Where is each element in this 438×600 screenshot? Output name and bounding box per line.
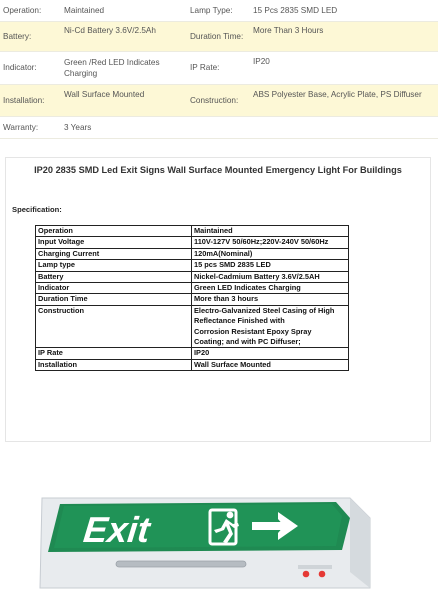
summary-row [0,21,438,51]
spec-key: IP Rate [36,348,192,359]
spec-row [36,271,349,282]
product-title: IP20 2835 SMD Led Exit Signs Wall Surface Mounted Emergency Light For Buildings [34,165,402,175]
summary-label: Operation: [3,5,42,15]
spec-value: 110V-127V 50/60Hz;220V-240V 50/60Hz [192,237,349,248]
test-button [303,571,310,578]
spec-value: Green LED Indicates Charging [192,283,349,294]
summary-value: More Than 3 Hours [253,25,324,35]
summary-value: Maintained [64,5,105,15]
summary-value: Green /Red LED Indicates Charging [64,57,160,78]
summary-label: Construction: [190,95,239,105]
spec-value: IP20 [192,348,349,359]
indicator-button [319,571,326,578]
spec-key: Installation [36,359,192,370]
spec-row [36,305,349,348]
summary-table [0,0,438,139]
spec-key: Lamp type [36,260,192,271]
led-strip [116,561,246,567]
summary-row [0,0,438,21]
summary-row [0,116,438,138]
spec-value: Maintained [192,226,349,237]
exit-text: Exit [81,509,152,550]
spec-value: Nickel-Cadmium Battery 3.6V/2.5AH [192,271,349,282]
button-label-strip [298,565,332,569]
summary-label [187,116,250,138]
spec-value: Wall Surface Mounted [192,359,349,370]
summary-value: ABS Polyester Base, Acrylic Plate, PS Diffuser [253,89,422,99]
summary-label: Indicator: [3,63,37,72]
summary-row [0,84,438,116]
spec-value: 15 pcs SMD 2835 LED [192,260,349,271]
summary-label: Battery: [3,31,32,41]
summary-label: Duration Time: [190,31,244,41]
exit-sign-image [20,488,420,600]
specification-heading: Specification: [12,205,62,214]
specification-table [35,225,349,371]
summary-value [250,116,438,138]
spec-key: Input Voltage [36,237,192,248]
spec-row [36,237,349,248]
spec-row [36,294,349,305]
summary-value: 15 Pcs 2835 SMD LED [253,5,338,15]
spec-row [36,260,349,271]
summary-value: Ni-Cd Battery 3.6V/2.5Ah [64,25,156,35]
spec-row [36,348,349,359]
summary-label: Installation: [3,95,45,105]
summary-value: Wall Surface Mounted [64,89,145,99]
spec-value: Electro-Galvanized Steel Casing of High Reflectance Finished with Corrosion Resistant Epoxy Spray Coating; and with PC Diffuser; [192,305,349,348]
spec-key: Operation [36,226,192,237]
description-panel [5,157,431,442]
summary-label: IP Rate: [190,63,220,72]
summary-value: 3 Years [64,122,92,132]
summary-label: Lamp Type: [190,5,233,15]
spec-row [36,226,349,237]
summary-label: Warranty: [3,122,39,132]
summary-value: IP20 [253,56,270,66]
spec-key: Construction [36,305,192,348]
spec-key: Duration Time [36,294,192,305]
spec-row [36,248,349,259]
spec-row [36,359,349,370]
spec-key: Charging Current [36,248,192,259]
spec-key: Battery [36,271,192,282]
summary-row [0,51,438,84]
spec-row [36,283,349,294]
spec-value: 120mA(Nominal) [192,248,349,259]
spec-value: More than 3 hours [192,294,349,305]
spec-key: Indicator [36,283,192,294]
